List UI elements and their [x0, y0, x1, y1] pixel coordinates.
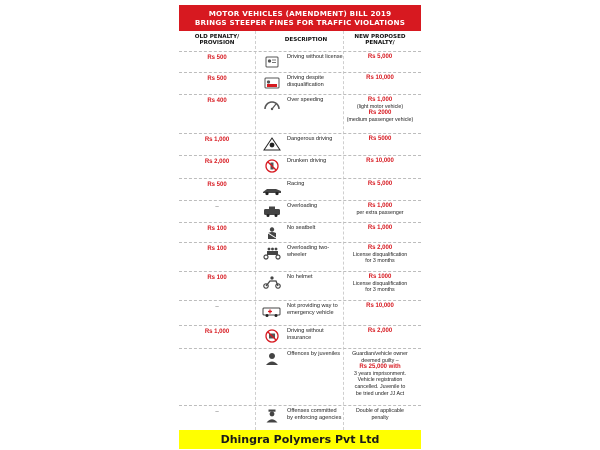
old-penalty: Rs 100 [207, 246, 227, 252]
penalty-amount: Rs 5000 [368, 136, 392, 142]
table-row [179, 271, 421, 300]
table-header [179, 31, 421, 51]
taxi-icon [259, 204, 285, 218]
penalty-note: for 3 months [365, 258, 395, 265]
new-penalty [341, 328, 419, 335]
old-penalty: Rs 100 [207, 275, 227, 281]
penalty-note: cancelled. Juvenile to [354, 383, 406, 390]
no-drinking-icon [259, 159, 285, 173]
new-penalty [341, 97, 419, 123]
penalty-amount: Rs 10,000 [366, 158, 394, 164]
table-row [179, 133, 421, 155]
new-penalty [341, 54, 419, 61]
penalty-note: for 3 months [365, 287, 395, 294]
penalty-note: per extra passenger [356, 209, 404, 216]
violation-description: Driving despite disqualification [287, 75, 324, 88]
penalty-amount: Rs 1000 [368, 274, 392, 280]
old-penalty: Rs 400 [207, 98, 227, 104]
table-row [179, 94, 421, 133]
old-penalty: Rs 500 [207, 55, 227, 61]
company-banner: Dhingra Polymers Pvt Ltd [179, 430, 421, 449]
penalty-note: be tried under JJ Act [355, 390, 405, 397]
violation-description: Overloading two-wheeler [287, 245, 330, 258]
old-penalty: Rs 1,000 [204, 329, 230, 335]
violation-description: Overloading [287, 203, 318, 209]
old-penalty: Rs 2,000 [204, 159, 230, 165]
violation-description: Drunken driving [287, 158, 327, 164]
penalty-note: (medium passenger vehicle) [346, 116, 414, 123]
new-penalty [341, 158, 419, 165]
new-penalty [341, 203, 419, 216]
penalty-note: License disqualification [352, 280, 408, 287]
old-penalty: – [215, 204, 219, 210]
penalty-amount: Rs 2000 [368, 110, 392, 117]
table-row [179, 72, 421, 94]
title-line-2: BRINGS STEEPER FINES FOR TRAFFIC VIOLATIONS [194, 18, 406, 27]
danger-skull-icon [259, 137, 285, 151]
penalty-amount: Rs 1,000 [367, 97, 393, 103]
penalty-note: Vehicle registration [357, 377, 403, 384]
penalty-note: Guardian/vehicle owner [352, 351, 408, 357]
header-new-penalty: NEW PROPOSED PENALTY/ [354, 34, 406, 47]
violation-description: Driving without insurance [287, 328, 324, 341]
header-description: DESCRIPTION [284, 37, 328, 43]
old-penalty: Rs 1,000 [204, 137, 230, 143]
penalty-amount: Rs 2,000 [367, 328, 393, 334]
table-row [179, 242, 421, 271]
juvenile-icon [259, 352, 285, 366]
violation-description: Over speeding [287, 97, 324, 103]
old-penalty: Rs 500 [207, 182, 227, 188]
table-row [179, 200, 421, 222]
new-penalty [341, 408, 419, 421]
old-penalty: – [215, 304, 219, 310]
table-row [179, 300, 421, 325]
penalty-note: (light motor vehicle) [356, 103, 404, 110]
police-officer-icon [259, 409, 285, 423]
violation-description: Offences by juveniles [287, 351, 341, 357]
penalty-amount: Rs 5,000 [367, 181, 393, 187]
old-penalty: – [215, 409, 219, 415]
penalty-note: Double of applicable [355, 408, 404, 414]
ambulance-icon [259, 304, 285, 318]
violation-description: Dangerous driving [287, 136, 333, 142]
no-insurance-icon [259, 329, 285, 343]
violation-description: Offenses committed by enforcing agencies [287, 408, 342, 421]
penalty-amount: Rs 25,000 with [359, 364, 401, 371]
new-penalty [341, 75, 419, 82]
violation-description: Racing [287, 181, 305, 187]
fines-infographic [179, 5, 421, 435]
table-row [179, 348, 421, 405]
new-penalty [341, 245, 419, 265]
speedometer-icon [259, 98, 285, 112]
penalty-note: 3 years imprisonment. [353, 370, 407, 377]
table-row [179, 155, 421, 178]
old-penalty: Rs 500 [207, 76, 227, 82]
new-penalty [341, 181, 419, 188]
two-wheeler-overload-icon [259, 246, 285, 260]
violation-description: No seatbelt [287, 225, 316, 231]
new-penalty [341, 274, 419, 294]
penalty-amount: Rs 1,000 [367, 225, 393, 231]
title-banner [179, 5, 421, 31]
penalty-amount: Rs 2,000 [367, 245, 393, 251]
title-line-1: MOTOR VEHICLES (AMENDMENT) BILL 2019 [208, 9, 392, 18]
table-row [179, 325, 421, 348]
new-penalty [341, 303, 419, 310]
violation-description: No helmet [287, 274, 313, 280]
license-card-icon [259, 55, 285, 69]
penalty-note: License disqualification [352, 251, 408, 258]
penalty-note: penalty [371, 414, 389, 421]
violation-description: Driving without license [287, 54, 343, 60]
table-row [179, 222, 421, 242]
penalty-amount: Rs 1,000 [367, 203, 393, 209]
motorbike-icon [259, 275, 285, 289]
old-penalty: Rs 100 [207, 226, 227, 232]
race-car-icon [259, 182, 285, 196]
new-penalty [341, 136, 419, 143]
new-penalty [341, 225, 419, 232]
penalty-amount: Rs 10,000 [366, 303, 394, 309]
penalty-amount: Rs 5,000 [367, 54, 393, 60]
header-old-penalty: OLD PENALTY/ PROVISION [194, 34, 240, 47]
violation-description: Not providing way to emergency vehicle [287, 303, 338, 316]
seatbelt-icon [259, 226, 285, 240]
new-penalty [341, 351, 419, 397]
table-row [179, 178, 421, 200]
table-row [179, 51, 421, 72]
penalty-note: deemed guilty – [361, 357, 399, 364]
penalty-amount: Rs 10,000 [366, 75, 394, 81]
license-cancelled-icon [259, 76, 285, 90]
